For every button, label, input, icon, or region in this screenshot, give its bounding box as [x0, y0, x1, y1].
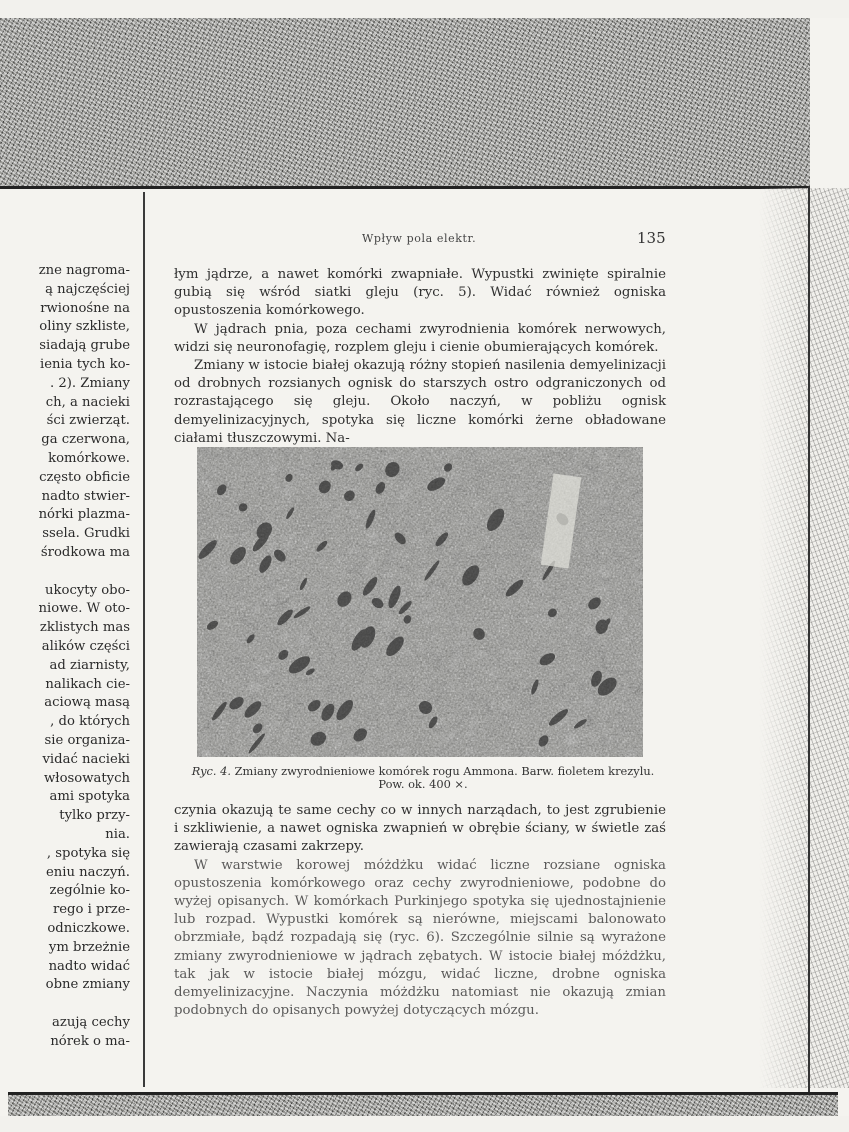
body-text-top [174, 266, 666, 448]
left-fragment-line: odniczkowe. [47, 921, 130, 936]
body-text-bottom [174, 802, 666, 1020]
running-head: Wpływ pola elektr. [362, 232, 477, 245]
left-fragment-line: ad ziarnisty, [49, 657, 130, 673]
scan-top-margin [0, 0, 849, 18]
left-fragment-line: ssela. Grudki [42, 526, 130, 542]
left-fragment-line: rwionośne na [40, 300, 130, 316]
left-fragment-line: alików części [41, 639, 130, 654]
left-fragment-line: azują cechy [52, 1015, 130, 1030]
left-fragment-line: ym brzeżnie [48, 939, 130, 955]
left-fragment-line: obne zmiany [45, 977, 130, 993]
left-fragment-line: rego i prze- [52, 902, 130, 918]
left-fragment-line: nia. [105, 827, 130, 842]
left-fragment-line: ga czerwona, [41, 432, 130, 448]
left-fragment-line: nalikach cie- [45, 676, 130, 692]
left-fragment-line: vidać nacieki [42, 751, 130, 767]
left-fragment-line: . 2). Zmiany [50, 375, 130, 391]
book-spine-line [143, 192, 145, 1087]
left-fragment-line: , spotyka się [46, 845, 130, 861]
paragraph: łym jądrze, a nawet komórki zwapniałe. Wypustki zwinięte spiralnie gubią się wśród siatki gleju (ryc. 5). Widać również ogniska opustoszenia komórkowego. [174, 267, 666, 319]
left-fragment-line: sie organiza- [44, 733, 130, 748]
paragraph: Zmiany w istocie białej okazują różny stopień nasilenia demyelinizacji od drobnych rozsianych ognisk do starszych ostro odgraniczonych od rozrastającego się gleju. Około naczyń, w pobliżu ognisk demyelinizacyjnych, spotyka się liczne komórki żerne obładowane ciałami tłuszczowymi. Na- [174, 358, 666, 446]
micrograph-figure [197, 447, 643, 757]
micrograph-image [197, 447, 643, 757]
scan-noise-top [0, 18, 810, 189]
left-fragment-line: , do których [50, 714, 130, 730]
scan-noise-bottom [8, 1092, 838, 1117]
caption-label: Ryc. 4. [191, 764, 231, 778]
left-fragment-line: środkowa ma [40, 545, 130, 560]
left-fragment-line: nadto widać [48, 958, 130, 974]
left-fragment-line: ści zwierząt. [46, 413, 130, 429]
left-fragment-line: komórkowe. [48, 451, 130, 466]
left-fragment-line: ą najczęściej [45, 281, 130, 297]
left-fragment-line: zególnie ko- [49, 883, 130, 899]
left-fragment-line: ami spotyka [49, 789, 130, 805]
left-fragment-line: nadto stwier- [41, 488, 130, 504]
left-fragment-line: tylko przy- [59, 808, 130, 824]
left-fragment-line: zklistych mas [39, 620, 130, 636]
scan-right-edge [759, 188, 849, 1088]
left-fragment-line: niowe. W oto- [38, 601, 130, 617]
left-fragment-line: nórki plazma- [38, 507, 130, 523]
left-fragment-line: zne nagroma- [38, 263, 130, 278]
paragraph: W jądrach pnia, poza cechami zwyrodnienia komórek nerwowych, widzi się neuronofagię, rozplem gleju i cienie obumierających komórek. [174, 321, 666, 355]
scan-bottom-band [0, 1088, 849, 1132]
left-fragment-line: nórek o ma- [50, 1033, 130, 1049]
left-fragment-line: siadają grube [39, 338, 130, 354]
left-fragment-line: oliny szkliste, [39, 319, 130, 335]
left-fragment-line: ch, a nacieki [45, 394, 130, 410]
scan-bottom-margin [0, 1116, 849, 1132]
left-fragment-line: aciową masą [44, 695, 130, 711]
left-fragment-line: często obficie [39, 469, 130, 485]
left-fragment-line: włosowatych [44, 770, 130, 786]
caption-text: Zmiany zwyrodnieniowe komórek rogu Ammona. Barw. fioletem krezylu. Pow. ok. 400 ×. [234, 764, 655, 791]
paragraph: czynia okazują te same cechy co w innych narządach, to jest zgrubienie i szkliwienie, a nawet ogniska zwapnień w obrębie ściany, w świetle zaś zawierają czasami zakrzepy. [174, 803, 666, 855]
left-fragment-line: ienia tych ko- [40, 357, 130, 372]
scan-top-band [0, 0, 849, 188]
scan-right-line [808, 186, 810, 1092]
paragraph: W warstwie korowej móżdżku widać liczne rozsiane ogniska opustoszenia komórkowego oraz cechy zwyrodnieniowe, podobne do wyżej opisanych. W komórkach Purkinjego spotyka się ujednostajnienie lub rozpad. Wypustki komórek są nierówne, miejscami balonowato obrzmiałe, bądź rozpadają się (ryc. 6). Szczególnie silnie są wyrażone zmiany zwyrodnieniowe w jądrach zębatych. W istocie białej móżdżku, tak jak w istocie białej mózgu, widać liczne, drobne ogniska demyelinizacyjne. Naczynia móżdżku natomiast nie okazują zmian podobnych do opisanych powyżej dotyczących mózgu. [174, 857, 666, 1019]
figure-caption [178, 765, 668, 791]
left-fragment-line: eniu naczyń. [45, 864, 130, 880]
page-number: 135 [637, 229, 666, 247]
left-fragment-line: ukocyty obo- [45, 582, 130, 598]
